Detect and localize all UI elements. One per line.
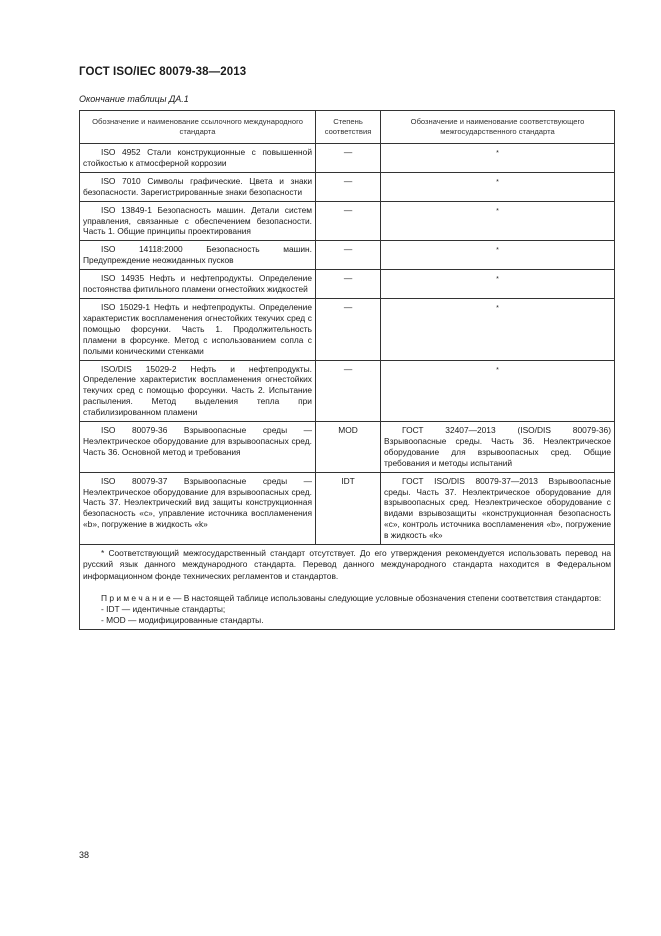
note-item-mod: - MOD — модифицированные стандарты. bbox=[101, 615, 264, 626]
reference-standard-cell: ISO/DIS 15029-2 Нефть и нефтепродукты. Определение характеристик воспламенения огнестойких текучих сред с помощью форсунки. Часть 2. Испытание распыления. Метод выделения тепла при стабилизированном пламени bbox=[80, 360, 316, 422]
reference-standard-cell: ISO 14118:2000 Безопасность машин. Предупреждение неожиданных пусков bbox=[80, 241, 316, 270]
footnote-marker: * bbox=[496, 304, 499, 312]
conformity-degree-cell: — bbox=[316, 360, 381, 422]
reference-standard-cell: ISO 7010 Символы графические. Цвета и знаки безопасности. Зарегистрированные знаки безопасности bbox=[80, 172, 316, 201]
national-standard-cell: ГОСТ ISO/DIS 80079-37—2013 Взрывоопасные среды. Часть 37. Неэлектрическое оборудование для взрывоопасных сред. Неэлектрическое оборудование с видами взрывозащиты «конструкционная безопасность «c», контроль источника воспламенения «b», погружение в жидкость «k» bbox=[381, 472, 615, 544]
table-header-row bbox=[80, 111, 615, 144]
note-intro: П р и м е ч а н и е — В настоящей таблице использованы следующие условные обозначения степени соответствия стандартов: bbox=[101, 592, 602, 603]
conformity-degree-cell: — bbox=[316, 172, 381, 201]
conformity-degree-cell: — bbox=[316, 144, 381, 173]
table-caption: Окончание таблицы ДА.1 bbox=[79, 94, 189, 104]
footnote-marker: * bbox=[496, 276, 499, 284]
table-row bbox=[80, 422, 615, 473]
footnote-marker: * bbox=[496, 207, 499, 215]
table-row bbox=[80, 472, 615, 544]
note-item-idt: - IDT — идентичные стандарты; bbox=[101, 603, 226, 614]
reference-standard-cell: ISO 4952 Стали конструкционные с повышенной стойкостью к атмосферной коррозии bbox=[80, 144, 316, 173]
conformity-degree-cell: — bbox=[316, 270, 381, 299]
reference-standard-cell: ISO 80079-37 Взрывоопасные среды — Неэлектрическое оборудование для взрывоопасных сред. Часть 37. Неэлектрический вид защиты конструкционная безопасность «c», управление источника воспламенения «b», погружение в жидкость «k» bbox=[80, 472, 316, 544]
table-row bbox=[80, 298, 615, 360]
footnote-marker: * bbox=[496, 178, 499, 186]
national-standard-cell bbox=[381, 241, 615, 270]
national-standard-cell bbox=[381, 360, 615, 422]
table-row bbox=[80, 144, 615, 173]
table-row bbox=[80, 270, 615, 299]
conformity-degree-cell: — bbox=[316, 201, 381, 241]
header-conformity-degree: Степень соответствия bbox=[316, 111, 381, 144]
reference-standard-cell: ISO 13849-1 Безопасность машин. Детали систем управления, связанные с обеспечением безопасности. Часть 1. Общие принципы проектирования bbox=[80, 201, 316, 241]
national-standard-cell bbox=[381, 144, 615, 173]
national-standard-cell bbox=[381, 270, 615, 299]
reference-standard-cell: ISO 80079-36 Взрывоопасные среды — Неэлектрическое оборудование для взрывоопасных сред. Часть 36. Основной метод и требования bbox=[80, 422, 316, 473]
national-standard-cell bbox=[381, 172, 615, 201]
standards-table bbox=[79, 110, 615, 630]
table-footer bbox=[80, 545, 615, 630]
conformity-degree-cell: IDT bbox=[316, 472, 381, 544]
table-row bbox=[80, 241, 615, 270]
national-standard-cell bbox=[381, 298, 615, 360]
footnote-marker: * bbox=[496, 366, 499, 374]
document-header: ГОСТ ISO/IEC 80079-38—2013 bbox=[79, 66, 247, 78]
footnote-marker: * bbox=[496, 247, 499, 255]
table-row bbox=[80, 172, 615, 201]
national-standard-cell: ГОСТ 32407—2013 (ISO/DIS 80079-36) Взрывоопасные среды. Часть 36. Неэлектрическое оборудование для взрывоопасных сред. Общие требования и методы испытаний bbox=[381, 422, 615, 473]
reference-standard-cell: ISO 14935 Нефть и нефтепродукты. Определение постоянства фитильного пламени огнестойких жидкостей bbox=[80, 270, 316, 299]
conformity-degree-cell: — bbox=[316, 298, 381, 360]
table-row bbox=[80, 360, 615, 422]
conformity-degree-cell: MOD bbox=[316, 422, 381, 473]
header-national-standard: Обозначение и наименование соответствующего межгосударственного стандарта bbox=[381, 111, 615, 144]
header-reference-standard: Обозначение и наименование ссылочного международного стандарта bbox=[80, 111, 316, 144]
conformity-degree-cell: — bbox=[316, 241, 381, 270]
reference-standard-cell: ISO 15029-1 Нефть и нефтепродукты. Определение характеристик воспламенения огнестойких текучих сред с помощью форсунки. Часть 1. Продолжительность пламени в форсунке. Метод с использованием сопла с полыми коническими стенками bbox=[80, 298, 316, 360]
table-footer-row bbox=[80, 545, 615, 630]
national-standard-cell bbox=[381, 201, 615, 241]
page-number: 38 bbox=[79, 850, 90, 860]
footnote: * Соответствующий межгосударственный стандарт отсутствует. До его утверждения рекомендуется использовать перевод на русский язык данного международного стандарта. Перевод данного международного стандарта находится в Федеральном информационном фонде технических регламентов и стандартов. bbox=[83, 548, 611, 581]
table-row bbox=[80, 201, 615, 241]
footnote-marker: * bbox=[496, 150, 499, 157]
